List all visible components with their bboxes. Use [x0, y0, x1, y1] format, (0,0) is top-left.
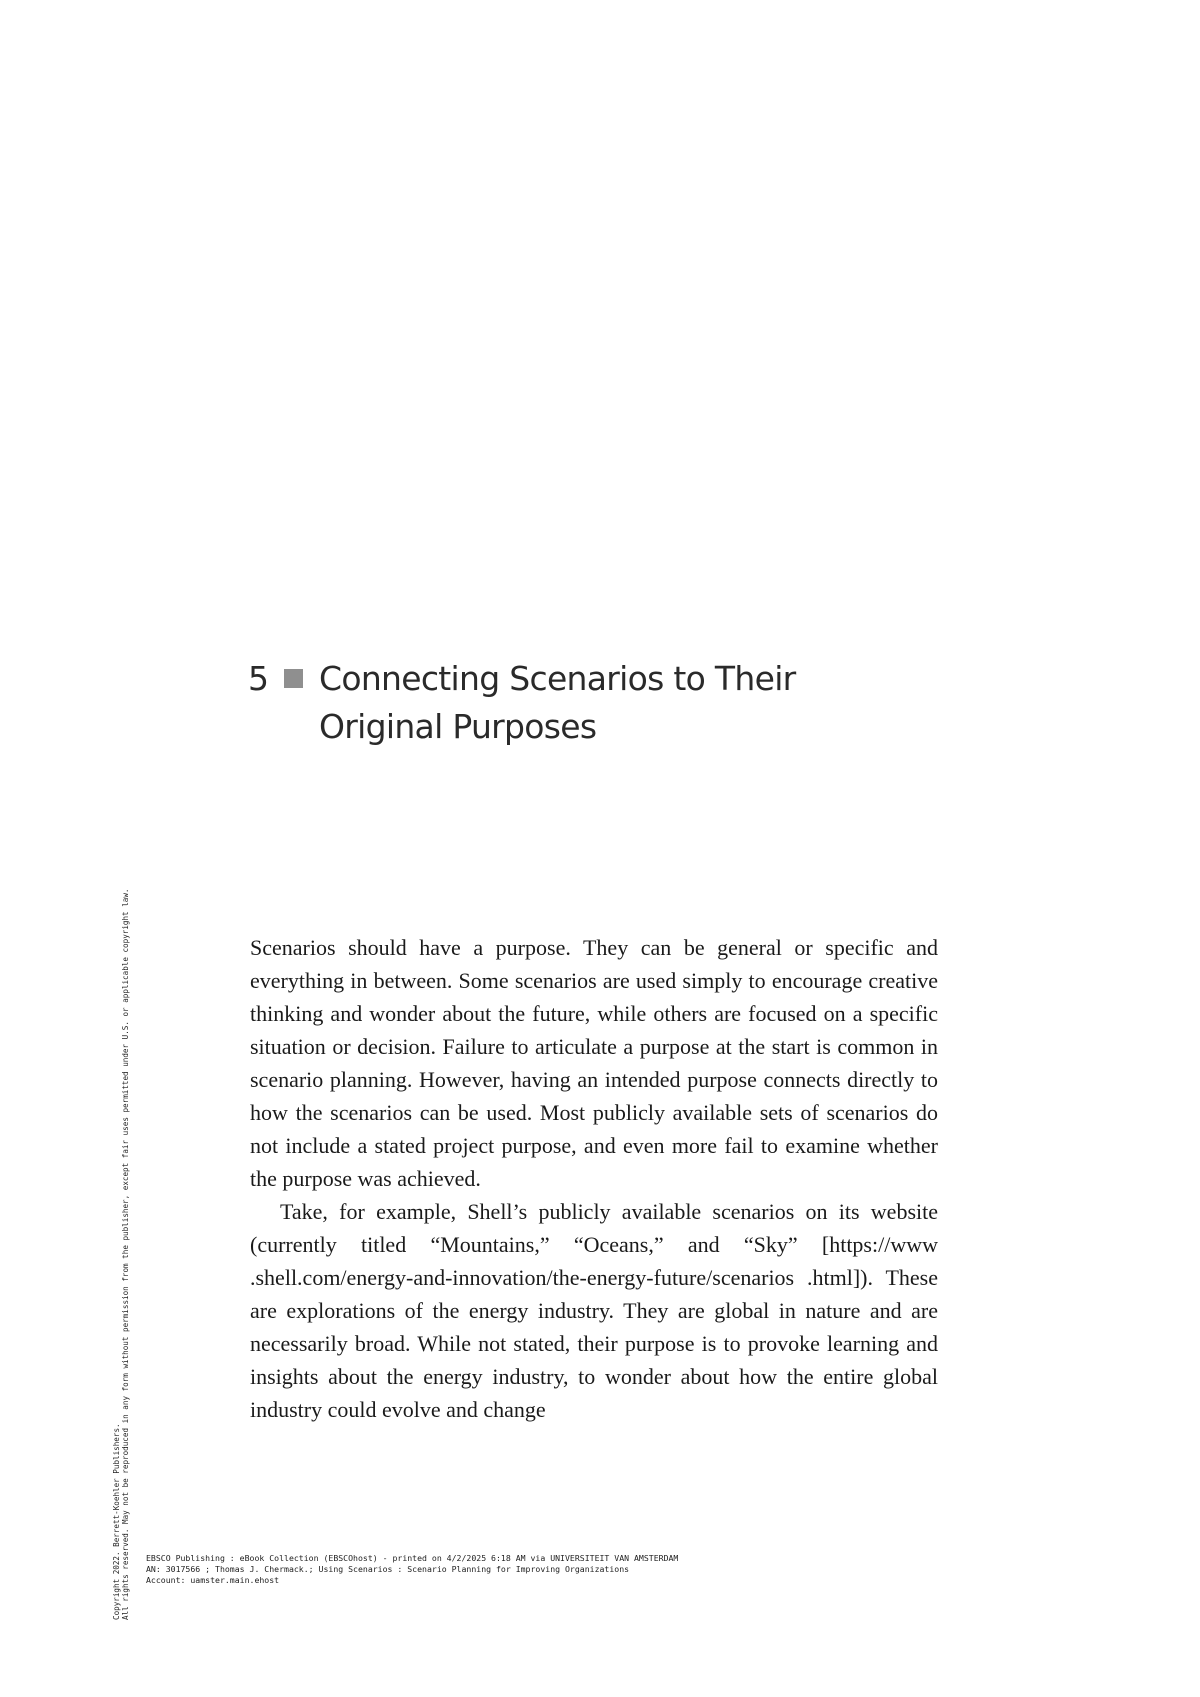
paragraph-2: Take, for example, Shell’s publicly available scenarios on its website (currently titled “Mountains,” “Oceans,” and “Sky” [https://www .shell.com/energy-and-innovation/the-energy-future/scenarios .html]). These are explorations of the energy industry. They are global in nature and are necessarily broad. While not stated, their purpose is to provoke learning and insights about the energy industry, to wonder about how the entire global industry could evolve and change — [250, 1199, 938, 1422]
copyright-line-2: All rights reserved. May not be reproduced in any form without permission from the publisher, except fair uses permitted under U.S. or applicable copyright law. — [121, 888, 130, 1620]
footer-metadata — [146, 1553, 678, 1586]
footer-line-2: AN: 3017566 ; Thomas J. Chermack.; Using Scenarios : Scenario Planning for Improving Organizations — [146, 1564, 630, 1574]
square-bullet-icon — [284, 669, 303, 688]
copyright-notice — [112, 889, 130, 1621]
body-text — [250, 931, 938, 1426]
chapter-title: Connecting Scenarios to Their Original Purposes — [319, 659, 796, 746]
chapter-number: 5 — [248, 659, 269, 698]
footer-line-1: EBSCO Publishing : eBook Collection (EBSCOhost) - printed on 4/2/2025 6:18 AM via UNIVERSITEIT VAN AMSTERDAM — [146, 1553, 679, 1563]
footer-line-3: Account: uamster.main.ehost — [146, 1575, 280, 1585]
paragraph-1: Scenarios should have a purpose. They can be general or specific and everything in between. Some scenarios are used simply to encourage creative thinking and wonder about the future, while others are focused on a specific situation or decision. Failure to articulate a purpose at the start is common in scenario planning. However, having an intended purpose connects directly to how the scenarios can be used. Most publicly available sets of scenarios do not include a stated project purpose, and even more fail to examine whether the purpose was achieved. — [250, 935, 938, 1191]
copyright-line-1: Copyright 2022. Berrett-Koehler Publishers. — [112, 1423, 121, 1620]
